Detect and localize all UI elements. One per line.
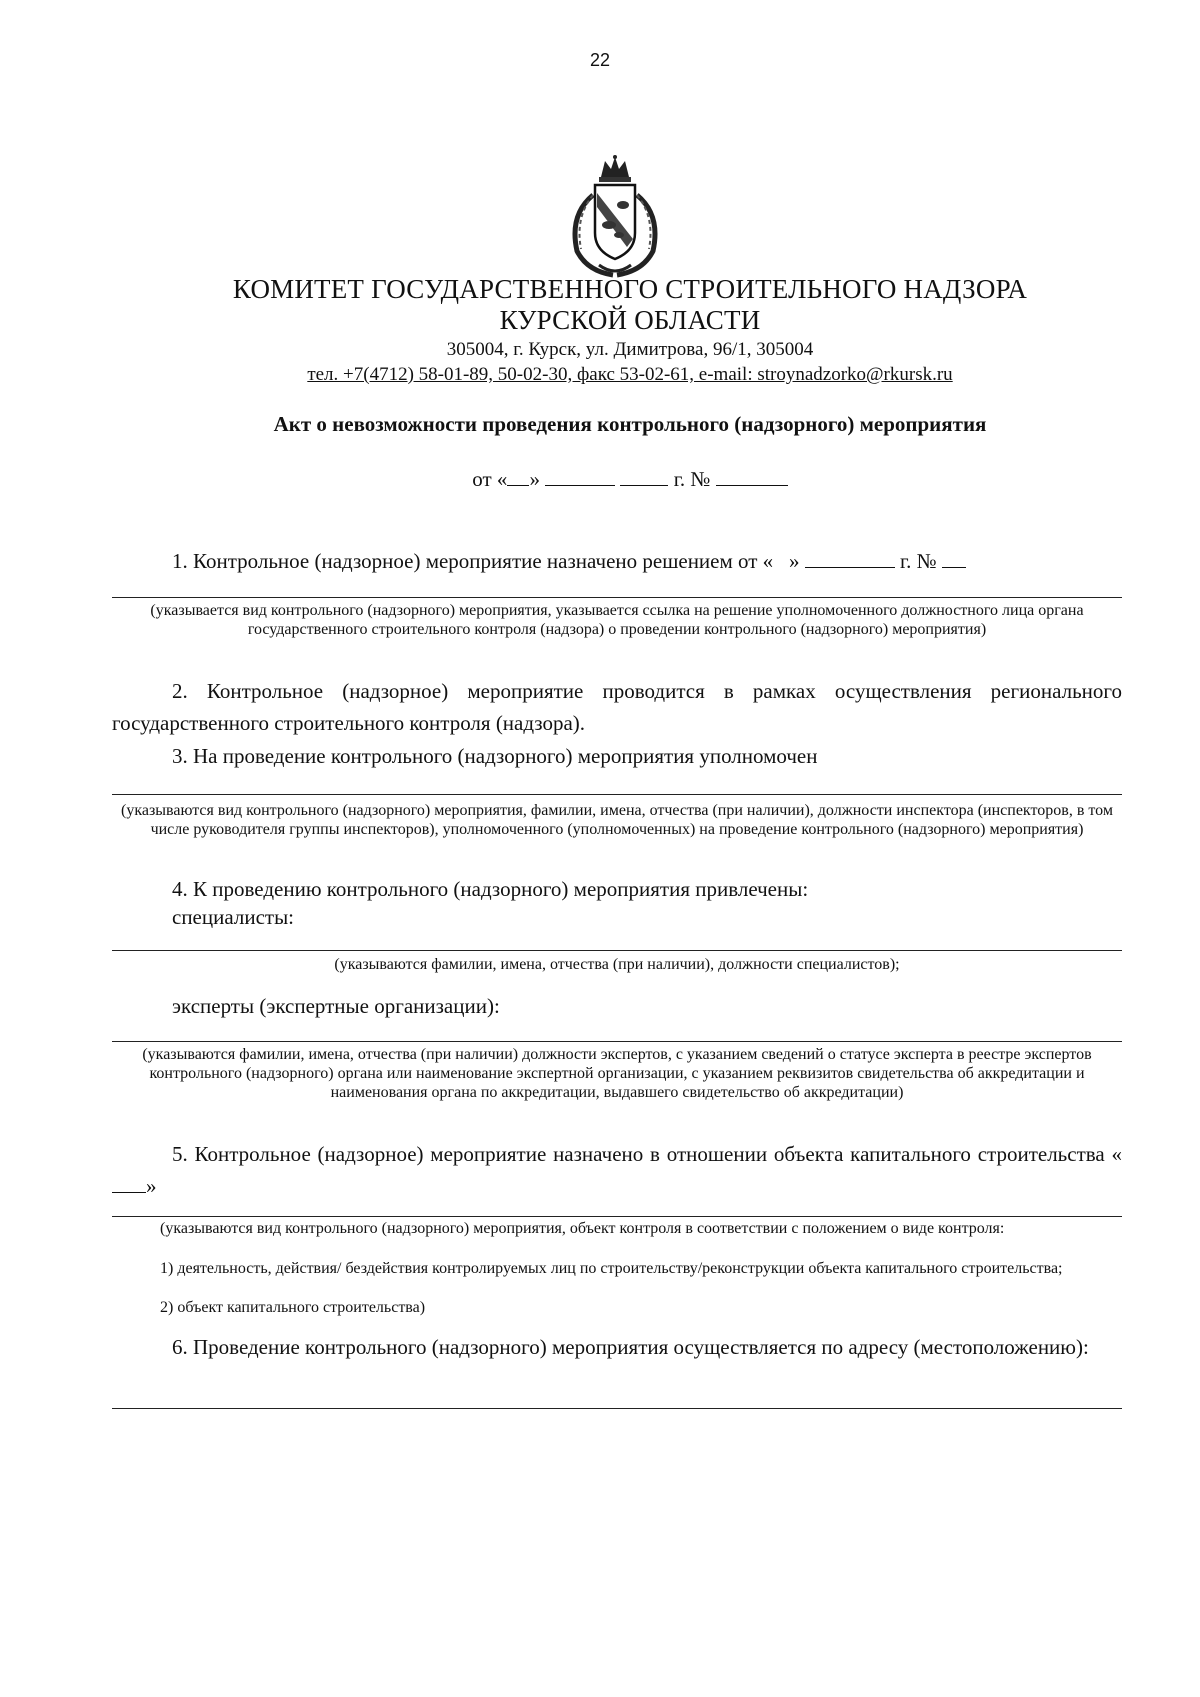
item-3-note: (указываются вид контрольного (надзорного) мероприятия, фамилии, имена, отчества (при наличии), должности инспектора (инспекторов, в том числе руководителя группы инспекторов), уполномоченного (уполномоченных) на проведение контрольного (надзорного) мероприятия)	[121, 802, 1113, 838]
page-number: 22	[589, 50, 611, 70]
date-year-suffix: г. №	[673, 467, 711, 491]
date-quote-close: »	[529, 467, 540, 491]
item-4-specialists-label: специалисты:	[172, 905, 295, 929]
item-5-note-b: 1) деятельность, действия/ бездействия контролируемых лиц по строительству/реконструкции объекта капитального строительства;	[160, 1260, 1063, 1277]
specialists-fill-line[interactable]	[112, 950, 1122, 951]
month-blank[interactable]	[545, 467, 615, 486]
item-1-text: 1. Контрольное (надзорное) мероприятие назначено решением от «	[172, 549, 774, 573]
item-1-fill-line[interactable]	[112, 597, 1122, 598]
item-5-object-blank[interactable]	[112, 1174, 146, 1193]
document-date-line	[0, 467, 1200, 492]
item-5-text: 5. Контрольное (надзорное) мероприятие назначено в отношении объекта капитального строительства «	[172, 1142, 1122, 1166]
item-5-paragraph	[112, 1138, 1122, 1202]
item-1-note: (указывается вид контрольного (надзорного) мероприятия, указывается ссылка на решение уполномоченного должностного лица органа государственного строительного контроля (надзора) о проведении контрольного (надзорного) мероприятия)	[150, 602, 1084, 638]
specialists-note: (указываются фамилии, имена, отчества (при наличии), должности специалистов);	[334, 956, 900, 973]
experts-note: (указываются фамилии, имена, отчества (при наличии) должности экспертов, с указанием сведений о статусе эксперта в реестре экспертов контрольного (надзорного) органа или наименование экспертной организации, с указанием реквизитов свидетельства об аккредитации и наименования органа по аккредитации, выдавшего свидетельство об аккредитации)	[142, 1046, 1092, 1101]
item-5-note-c: 2) объект капитального строительства)	[160, 1299, 426, 1316]
org-name-line2: КУРСКОЙ ОБЛАСТИ	[499, 305, 761, 335]
item-3-fill-line[interactable]	[112, 794, 1122, 795]
year-blank[interactable]	[620, 467, 668, 486]
org-name-line1: КОМИТЕТ ГОСУДАРСТВЕННОГО СТРОИТЕЛЬНОГО НАДЗОРА	[232, 274, 1028, 304]
item-6-paragraph: 6. Проведение контрольного (надзорного) мероприятия осуществляется по адресу (местоположению):	[172, 1335, 1089, 1359]
item-1-number-blank[interactable]	[942, 549, 966, 568]
item-5-fill-line[interactable]	[112, 1216, 1122, 1217]
item-1-month-blank[interactable]	[805, 549, 895, 568]
coat-of-arms-emblem	[563, 155, 667, 279]
item-5-note-a: (указываются вид контрольного (надзорного) мероприятия, объект контроля в соответствии с положением о виде контроля:	[160, 1220, 1005, 1237]
org-contacts	[0, 363, 1200, 387]
day-blank[interactable]	[507, 467, 529, 486]
experts-fill-line[interactable]	[112, 1041, 1122, 1042]
item-2-paragraph: 2. Контрольное (надзорное) мероприятие проводится в рамках осуществления регионального государственного строительного контроля (надзора).	[112, 679, 1122, 735]
item-1-assignment	[112, 545, 1122, 577]
org-address: 305004, г. Курск, ул. Димитрова, 96/1, 305004	[446, 339, 814, 360]
item-5-quote-close: »	[146, 1174, 157, 1198]
experts-label: эксперты (экспертные организации):	[172, 994, 500, 1018]
item-4-line-1: 4. К проведению контрольного (надзорного) мероприятия привлечены:	[172, 877, 809, 901]
item-1-year-suffix: г. №	[899, 549, 937, 573]
doc-number-blank[interactable]	[716, 467, 788, 486]
org-contacts-text: тел. +7(4712) 58-01-89, 50-02-30, факс 53-02-61, e-mail: stroynadzorko@rkursk.ru	[307, 364, 953, 385]
item-6-fill-line[interactable]	[112, 1408, 1122, 1409]
item-1-quote-close: »	[788, 549, 800, 573]
document-title: Акт о невозможности проведения контрольного (надзорного) мероприятия	[273, 412, 987, 436]
date-prefix: от «	[472, 467, 508, 491]
item-3-paragraph: 3. На проведение контрольного (надзорного) мероприятия уполномочен	[172, 744, 818, 768]
